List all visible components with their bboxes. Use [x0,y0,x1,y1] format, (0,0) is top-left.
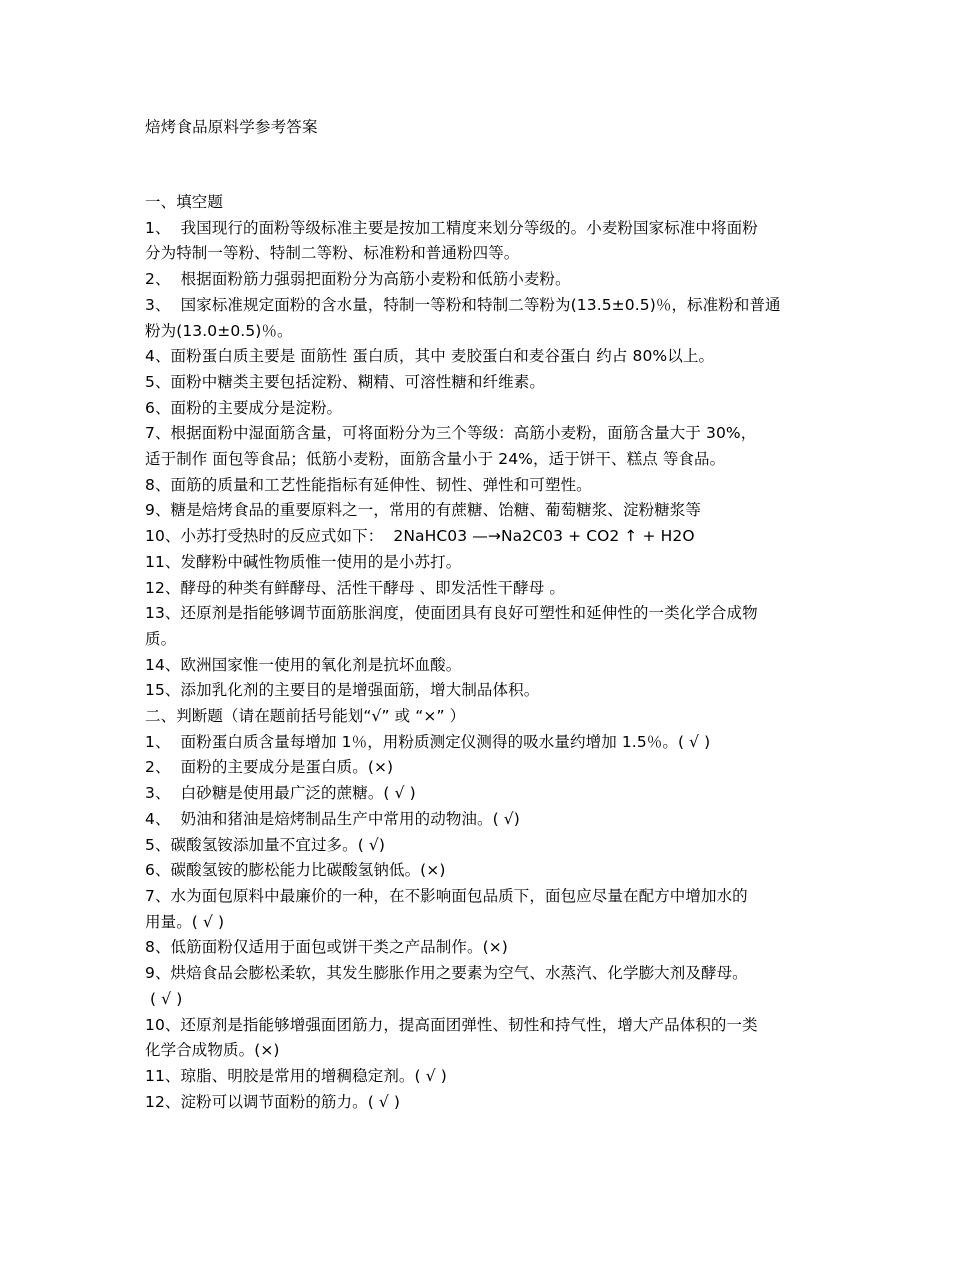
text-line: 5、碳酸氢铵添加量不宜过多。( √) [145,835,386,854]
text-line: 适于制作 面包等食品；低筋小麦粉，面筋含量小于 24%，适于饼干、糕点 等食品。 [145,450,726,469]
text-line: 1、 我国现行的面粉等级标准主要是按加工精度来划分等级的。小麦粉国家标准中将面粉 [145,218,758,237]
text-line: 2、 面粉的主要成分是蛋白质。(×) [145,758,394,777]
document-body [145,190,859,1115]
text-line: 12、淀粉可以调节面粉的筋力。( √ ) [145,1092,401,1111]
text-line: 4、面粉蛋白质主要是 面筋性 蛋白质，其中 麦胶蛋白和麦谷蛋白 约占 80%以上。 [145,347,715,366]
text-line: 二、判断题（请在题前括号能划“√” 或 “×” ） [145,707,466,726]
text-line: 3、 白砂糖是使用最广泛的蔗糖。( √ ) [145,784,416,803]
text-line: 2、 根据面粉筋力强弱把面粉分为高筋小麦粉和低筋小麦粉。 [145,270,571,289]
text-line: 粉为(13.0±0.5)％。 [145,321,293,340]
text-line: 13、还原剂是指能够调节面筋胀润度，使面团具有良好可塑性和延伸性的一类化学合成物 [145,604,758,623]
text-line: 8、低筋面粉仅适用于面包或饼干类之产品制作。(×) [145,938,508,957]
text-line: 5、面粉中糖类主要包括淀粉、糊精、可溶性糖和纤维素。 [145,372,545,391]
text-line: ( √ ) [145,989,183,1008]
text-line: 9、烘焙食品会膨松柔软，其发生膨胀作用之要素为空气、水蒸汽、化学膨大剂及酵母。 [145,964,748,983]
text-line: 化学合成物质。(×) [145,1041,280,1060]
text-line: 10、小苏打受热时的反应式如下： 2NaHC03 —→Na2C03 + CO2 ↑ + H2O [145,527,695,546]
document-title: 焙烤食品原料学参考答案 [145,118,318,136]
text-line: 3、 国家标准规定面粉的含水量，特制一等粉和特制二等粉为(13.5±0.5)％，标准粉和普通 [145,295,781,314]
text-line: 15、添加乳化剂的主要目的是增强面筋，增大制品体积。 [145,681,540,700]
text-line: 11、琼脂、明胶是常用的增稠稳定剂。( √ ) [145,1066,447,1085]
text-line: 4、 奶油和猪油是焙烤制品生产中常用的动物油。( √) [145,809,520,828]
text-line: 12、酵母的种类有鲜酵母、活性干酵母 、即发活性干酵母 。 [145,578,565,597]
text-line: 7、水为面包原料中最廉价的一种，在不影响面包品质下，面包应尽量在配方中增加水的 [145,886,748,905]
text-line: 分为特制一等粉、特制二等粉、标准粉和普通粉四等。 [145,244,520,263]
text-line: 一、填空题 [145,193,224,211]
text-line: 7、根据面粉中湿面筋含量，可将面粉分为三个等级：高筋小麦粉，面筋含量大于 30%， [145,424,757,443]
text-line: 14、欧洲国家惟一使用的氧化剂是抗坏血酸。 [145,655,462,674]
text-line: 6、面粉的主要成分是淀粉。 [145,398,343,417]
text-line: 1、 面粉蛋白质含量每增加 1％，用粉质测定仪测得的吸水量约增加 1.5％。( √ ) [145,732,711,751]
text-line: 6、碳酸氢铵的膨松能力比碳酸氢钠低。(×) [145,861,446,880]
text-line: 用量。( √ ) [145,912,225,931]
text-line: 11、发酵粉中碱性物质惟一使用的是小苏打。 [145,552,462,571]
text-line: 9、糖是焙烤食品的重要原料之一，常用的有蔗糖、饴糖、葡萄糖浆、淀粉糖浆等 [145,501,701,520]
text-line: 质。 [145,629,177,648]
text-line: 10、还原剂是指能够增强面团筋力，提高面团弹性、韧性和持气性，增大产品体积的一类 [145,1015,758,1034]
text-line: 8、面筋的质量和工艺性能指标有延伸性、韧性、弹性和可塑性。 [145,475,592,494]
